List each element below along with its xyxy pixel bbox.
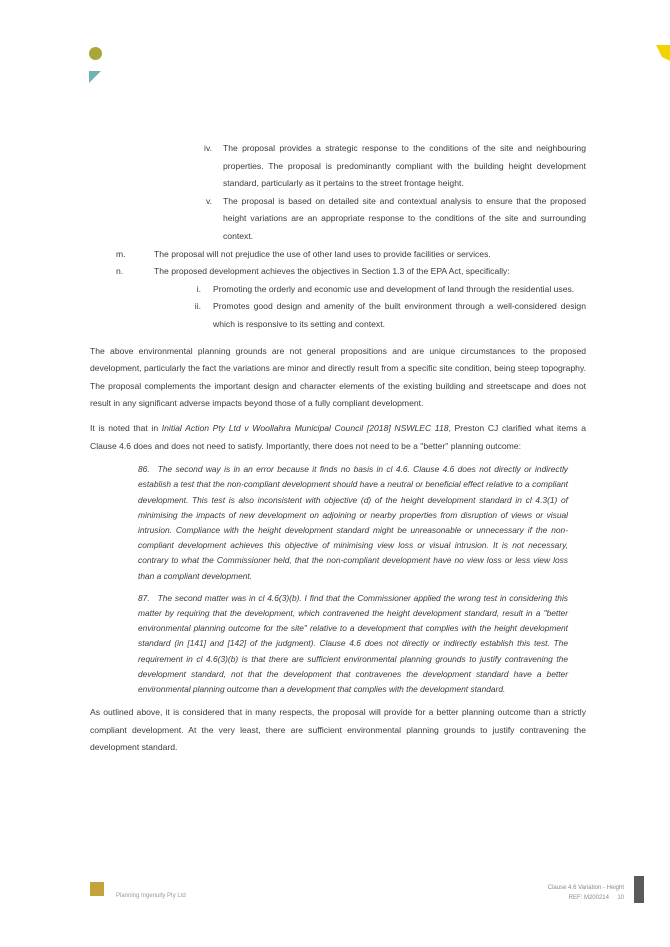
decorative-dot [89,47,102,60]
case-citation: Initial Action Pty Ltd v Woollahra Municipal Council [2018] NSWLEC 118 [161,422,449,433]
decorative-triangle-icon [89,71,101,83]
footer-info [548,883,624,903]
company-logo [90,882,104,896]
list-item [116,263,586,281]
list-text: The proposal is based on detailed site and contextual analysis to ensure that the proposed height variations are an appropriate response to the conditions of the site and surrounding context. [223,195,586,241]
footer-ref-line [548,893,624,903]
document-body [90,140,586,757]
block-quote [138,591,568,697]
list-text: The proposal will not prejudice the use of other land uses to provide facilities or services. [154,248,491,259]
block-quote [138,462,568,584]
quote-text: The second matter was in cl 4.6(3)(b). I find that the Commissioner applied the wrong test in considering this matter by requiring that the development, which contravened the height development standard, result in a "better environmental planning outcome for the site" relative to a development that complies with the height development standard (in [141] and [142] of the judgment). Clause 4.6 does not directly or indirectly establish this test. The requirement in cl 4.6(3)(b) is that there are sufficient environmental planning grounds to justify contravening the development standard, not that the development that contravenes the development standard have a better environmental planning outcome than a development that complies with the development standard. [138,592,568,694]
footer-doc-title: Clause 4.6 Variation - Height [547,885,624,891]
paragraph: As outlined above, it is considered that in many respects, the proposal will provide for a better planning outcome than a strictly compliant development. At the very least, there are sufficient environmental planning grounds to justify contravening the development standard. [90,707,586,753]
list-text: Promoting the orderly and economic use and development of land through the residential uses. [213,283,575,294]
list-text: The proposal provides a strategic response to the conditions of the site and neighbouring properties. The proposal is predominantly compliant with the building height development standard, particularly as it pertains to the street frontage height. [223,143,586,189]
footer-bar [634,876,644,903]
list-marker: n. [116,266,124,277]
list-item [191,193,586,246]
list-item [191,140,586,193]
list-item [185,298,586,333]
page-number: 10 [617,895,624,901]
list-item [116,246,586,264]
list-item [185,281,586,299]
list-text: Promotes good design and amenity of the built environment through a well-considered design which is responsive to its setting and context. [213,301,586,329]
list-text: The proposed development achieves the objectives in Section 1.3 of the EPA Act, specifically: [154,266,510,277]
quote-number: 87. [138,592,150,603]
paragraph: The above environmental planning grounds are not general propositions and are unique circumstances to the proposed development, particularly the fact the variations are minor and directly result from a specific site condition, being steep topography. The proposal complements the important design and character elements of the existing building and streetscape and does not result in any significant adverse impacts beyond those of a fully compliant development. [90,345,586,409]
quote-number: 86. [138,464,150,475]
paragraph-text: It is noted that in [90,422,162,433]
list-marker: i. [196,283,201,294]
list-marker: ii. [194,301,201,312]
list-marker: v. [205,195,212,206]
footer-company: Planning Ingenuity Pty Ltd [116,893,186,899]
footer-ref: REF: M200214 [568,895,609,901]
decorative-corner-icon [656,45,670,61]
quote-text: The second way is in an error because it finds no basis in cl 4.6. Clause 4.6 does not directly or indirectly establish a test that the non-compliant development should have a neutral or beneficial effect relative to a compliant development. This test is also inconsistent with objective (d) of the height development standard in cl 4.3(1) of minimising the impacts of new development on adjoining or nearby properties from disruption of views or visual intrusion. Compliance with the height development standard might be unreasonable or unnecessary if the non-compliant development achieves this objective of minimising view loss or visual intrusion. It is not necessary, contrary to what the Commissioner held, that the non-compliant development have no view loss or less view loss than a compliant development. [138,464,568,581]
paragraph-text: , Preston CJ clarified what items a Clause 4.6 does and does not need to satisfy. Importantly, there does not need to be a "better" planning outcome: [90,422,586,451]
list-marker: m. [116,248,126,259]
list-marker: iv. [204,143,212,153]
paragraph-with-citation [90,420,586,455]
